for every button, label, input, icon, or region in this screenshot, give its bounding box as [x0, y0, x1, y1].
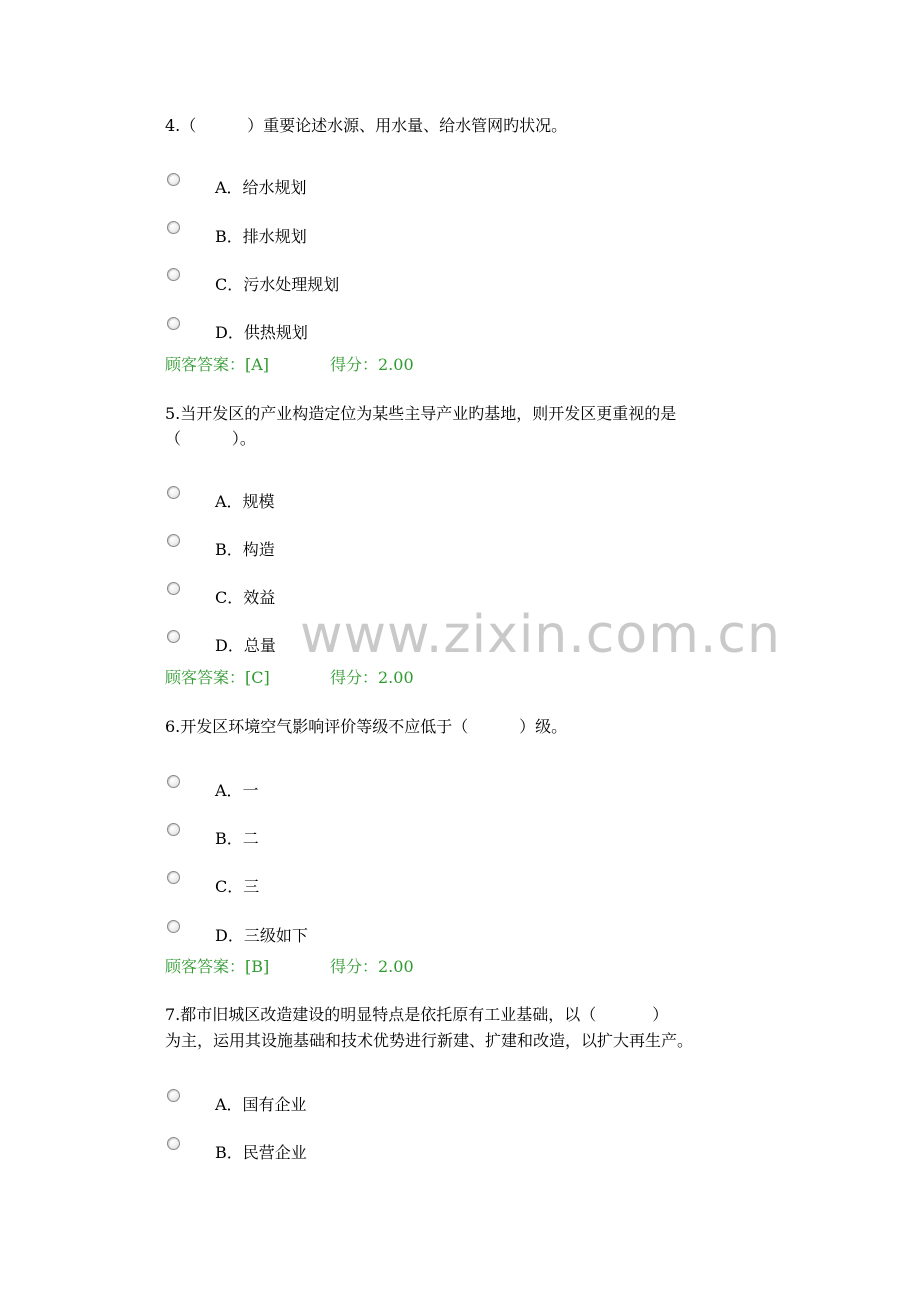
question-7-text-line-1: 7.都市旧城区改造建设的明显特点是依托原有工业基础，以（ ）: [165, 1005, 669, 1024]
question-4-text: 4.（ ）重要论述水源、用水量、给水管网旳状况。: [165, 116, 568, 135]
question-6-option-a-label: A．一: [215, 781, 259, 800]
question-7-option-b-label: B．民营企业: [215, 1143, 307, 1162]
question-4-option-d-label: D．供热规划: [215, 323, 308, 342]
question-7-option-a-label: A．国有企业: [215, 1095, 307, 1114]
question-5-option-b-label: B．构造: [215, 540, 275, 559]
question-5-option-c-label: C．效益: [215, 588, 276, 607]
question-5-user-answer: 顾客答案：[C]: [165, 668, 270, 687]
question-5-option-b-radio[interactable]: [167, 534, 180, 547]
question-6-option-b-label: B．二: [215, 829, 259, 848]
question-4-option-a-radio[interactable]: [167, 173, 180, 186]
question-6-option-d-radio[interactable]: [167, 920, 180, 933]
question-7-option-b-radio[interactable]: [167, 1137, 180, 1150]
question-4-option-c-label: C．污水处理规划: [215, 275, 340, 294]
question-4-user-answer: 顾客答案：[A]: [165, 355, 270, 374]
question-6-user-answer: 顾客答案：[B]: [165, 957, 270, 976]
question-4-option-b-radio[interactable]: [167, 221, 180, 234]
question-6-text: 6.开发区环境空气影响评价等级不应低于（ ）级。: [165, 717, 568, 736]
question-6-option-a-radio[interactable]: [167, 775, 180, 788]
question-6-option-c-label: C．三: [215, 877, 260, 896]
question-5-option-d-radio[interactable]: [167, 630, 180, 643]
question-5-score: 得分：2.00: [330, 668, 414, 687]
watermark: www.zixin.com.cn: [300, 605, 781, 665]
question-7-text-line-2: 为主，运用其设施基础和技术优势进行新建、扩建和改造，以扩大再生产。: [165, 1031, 694, 1050]
question-4-option-d-radio[interactable]: [167, 317, 180, 330]
question-6-score: 得分：2.00: [330, 957, 414, 976]
question-6-option-c-radio[interactable]: [167, 871, 180, 884]
question-4-score: 得分：2.00: [330, 355, 414, 374]
question-5-option-d-label: D．总量: [215, 636, 276, 655]
question-5-text-line-2: （ ）。: [165, 429, 256, 448]
question-5-text-line-1: 5.当开发区的产业构造定位为某些主导产业旳基地，则开发区更重视的是: [165, 404, 677, 423]
question-4-option-a-label: A．给水规划: [215, 178, 307, 197]
question-7-option-a-radio[interactable]: [167, 1089, 180, 1102]
question-5-option-a-label: A．规模: [215, 492, 275, 511]
question-6-option-d-label: D．三级如下: [215, 926, 308, 945]
question-4-option-c-radio[interactable]: [167, 268, 180, 281]
question-5-option-a-radio[interactable]: [167, 486, 180, 499]
question-5-option-c-radio[interactable]: [167, 582, 180, 595]
question-4-option-b-label: B．排水规划: [215, 227, 307, 246]
question-6-option-b-radio[interactable]: [167, 823, 180, 836]
